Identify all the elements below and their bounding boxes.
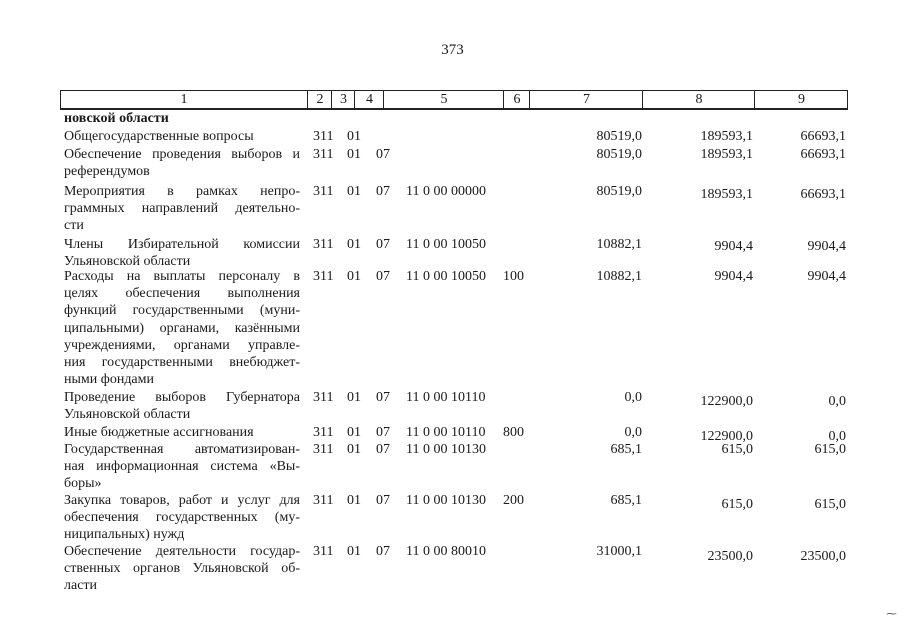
cell-c5: 11 0 00 10110 xyxy=(406,425,486,440)
header-col-5: 5 xyxy=(383,91,504,108)
row-name-line: учреждениями, органами управле- xyxy=(64,337,300,353)
cell-c9: 615,0 xyxy=(814,442,846,457)
cell-c5: 11 0 00 10130 xyxy=(406,442,486,457)
cell-c9: 0,0 xyxy=(828,429,846,444)
row-name-line: функций государственными (муни- xyxy=(64,303,300,319)
row-name xyxy=(64,543,300,595)
cell-c8: 615,0 xyxy=(721,442,753,457)
row-name-line: Члены Избирательной комиссии xyxy=(64,237,300,252)
cell-c5: 11 0 00 10050 xyxy=(406,269,486,284)
cell-c9: 615,0 xyxy=(814,497,846,512)
cell-c9: 9904,4 xyxy=(807,239,846,254)
cell-c4: 07 xyxy=(376,237,390,252)
row-name xyxy=(64,183,300,235)
row-name xyxy=(64,146,300,180)
row-name xyxy=(64,268,300,388)
cell-c8: 189593,1 xyxy=(700,129,753,144)
cell-c6: 800 xyxy=(503,425,524,440)
row-name-line: Общегосударственные вопросы xyxy=(64,129,254,144)
header-col-9: 9 xyxy=(754,91,848,108)
row-name-line: Иные бюджетные ассигнования xyxy=(64,425,254,440)
cell-c4: 07 xyxy=(376,184,390,199)
row-name-line: Ульяновской области xyxy=(64,407,191,423)
row-name xyxy=(64,128,300,145)
cell-c2: 311 xyxy=(313,237,334,252)
cell-c3: 01 xyxy=(347,425,361,440)
row-name-line: ципальными) органами, казёнными xyxy=(64,320,300,336)
cell-c3: 01 xyxy=(347,493,361,508)
cell-c2: 311 xyxy=(313,442,334,457)
cell-c3: 01 xyxy=(347,237,361,252)
cell-c8: 189593,1 xyxy=(700,187,753,202)
cell-c8: 9904,4 xyxy=(714,269,753,284)
row-name-line: ными фондами xyxy=(64,372,155,388)
page-number: 373 xyxy=(441,42,464,58)
cell-c9: 9904,4 xyxy=(807,269,846,284)
row-name-line: референдумов xyxy=(64,164,150,180)
row-name-line: ственных органов Ульяновской об- xyxy=(64,561,300,577)
row-name-line: ния государственными внебюджет- xyxy=(64,354,300,370)
cell-c5: 11 0 00 80010 xyxy=(406,544,486,559)
header-col-8: 8 xyxy=(642,91,755,108)
row-name-line: ная информационная система «Вы- xyxy=(64,459,300,475)
cell-c7: 80519,0 xyxy=(596,147,642,162)
cell-c3: 01 xyxy=(347,269,361,284)
cell-c5: 11 0 00 10050 xyxy=(406,237,486,252)
cell-c4: 07 xyxy=(376,425,390,440)
cell-c7: 10882,1 xyxy=(596,237,642,252)
cell-c9: 23500,0 xyxy=(800,549,846,564)
cell-c6: 100 xyxy=(503,269,524,284)
row-name-line: обеспечения государственных (му- xyxy=(64,510,300,526)
cell-c8: 122900,0 xyxy=(700,429,753,444)
header-col-7: 7 xyxy=(529,91,643,108)
cell-c3: 01 xyxy=(347,544,361,559)
cell-c9: 66693,1 xyxy=(800,187,846,202)
row-name-line: ласти xyxy=(64,578,98,594)
continuation-text: новской области xyxy=(64,111,169,126)
cell-c4: 07 xyxy=(376,147,390,162)
header-col-6: 6 xyxy=(503,91,530,108)
row-name-line: Проведение выборов Губернатора xyxy=(64,390,300,405)
row-name xyxy=(64,441,300,493)
cell-c6: 200 xyxy=(503,493,524,508)
row-name-line: боры» xyxy=(64,476,102,492)
cell-c7: 0,0 xyxy=(624,390,642,405)
row-name-line: Обеспечение проведения выборов и xyxy=(64,147,300,162)
header-col-2: 2 xyxy=(307,91,332,108)
cell-c2: 311 xyxy=(313,129,334,144)
table-header xyxy=(60,90,848,110)
cell-c2: 311 xyxy=(313,493,334,508)
cell-c4: 07 xyxy=(376,442,390,457)
row-name-line: сти xyxy=(64,218,84,234)
header-col-3: 3 xyxy=(331,91,355,108)
cell-c7: 80519,0 xyxy=(596,129,642,144)
cell-c7: 10882,1 xyxy=(596,269,642,284)
row-name-line: Расходы на выплаты персоналу в xyxy=(64,269,300,284)
cell-c9: 66693,1 xyxy=(800,129,846,144)
header-col-1: 1 xyxy=(180,92,188,107)
row-name-line: Закупка товаров, работ и услуг для xyxy=(64,493,300,508)
row-name xyxy=(64,236,300,270)
cell-c8: 189593,1 xyxy=(700,147,753,162)
cell-c8: 122900,0 xyxy=(700,394,753,409)
row-name xyxy=(64,492,300,544)
row-name-line: Ульяновской области xyxy=(64,254,191,270)
row-name-line: Обеспечение деятельности государ- xyxy=(64,544,300,559)
row-name-line: ниципальных) нужд xyxy=(64,527,185,543)
cell-c2: 311 xyxy=(313,269,334,284)
cell-c5: 11 0 00 10110 xyxy=(406,390,486,405)
cell-c2: 311 xyxy=(313,544,334,559)
row-name-line: целях обеспечения выполнения xyxy=(64,286,300,302)
cell-c7: 685,1 xyxy=(610,442,642,457)
cell-c8: 23500,0 xyxy=(707,549,753,564)
cell-c2: 311 xyxy=(313,390,334,405)
cell-c4: 07 xyxy=(376,390,390,405)
cell-c3: 01 xyxy=(347,147,361,162)
row-name xyxy=(64,389,300,423)
cell-c3: 01 xyxy=(347,129,361,144)
row-name-line: граммных направлений деятельно- xyxy=(64,201,300,217)
row-name-line: Мероприятия в рамках непро- xyxy=(64,184,300,199)
cell-c4: 07 xyxy=(376,493,390,508)
cell-c5: 11 0 00 10130 xyxy=(406,493,486,508)
cell-c9: 66693,1 xyxy=(800,147,846,162)
row-name xyxy=(64,424,300,441)
cell-c5: 11 0 00 00000 xyxy=(406,184,486,199)
cell-c7: 80519,0 xyxy=(596,184,642,199)
cell-c3: 01 xyxy=(347,390,361,405)
cell-c4: 07 xyxy=(376,269,390,284)
cell-c7: 31000,1 xyxy=(596,544,642,559)
cell-c8: 9904,4 xyxy=(714,239,753,254)
corner-mark: ⁓ xyxy=(886,608,897,620)
cell-c2: 311 xyxy=(313,425,334,440)
cell-c8: 615,0 xyxy=(721,497,753,512)
cell-c2: 311 xyxy=(313,184,334,199)
cell-c7: 0,0 xyxy=(624,425,642,440)
cell-c3: 01 xyxy=(347,442,361,457)
cell-c2: 311 xyxy=(313,147,334,162)
row-name-line: Государственная автоматизирован- xyxy=(64,442,300,457)
cell-c7: 685,1 xyxy=(610,493,642,508)
cell-c3: 01 xyxy=(347,184,361,199)
cell-c4: 07 xyxy=(376,544,390,559)
cell-c9: 0,0 xyxy=(828,394,846,409)
header-col-4: 4 xyxy=(354,91,384,108)
